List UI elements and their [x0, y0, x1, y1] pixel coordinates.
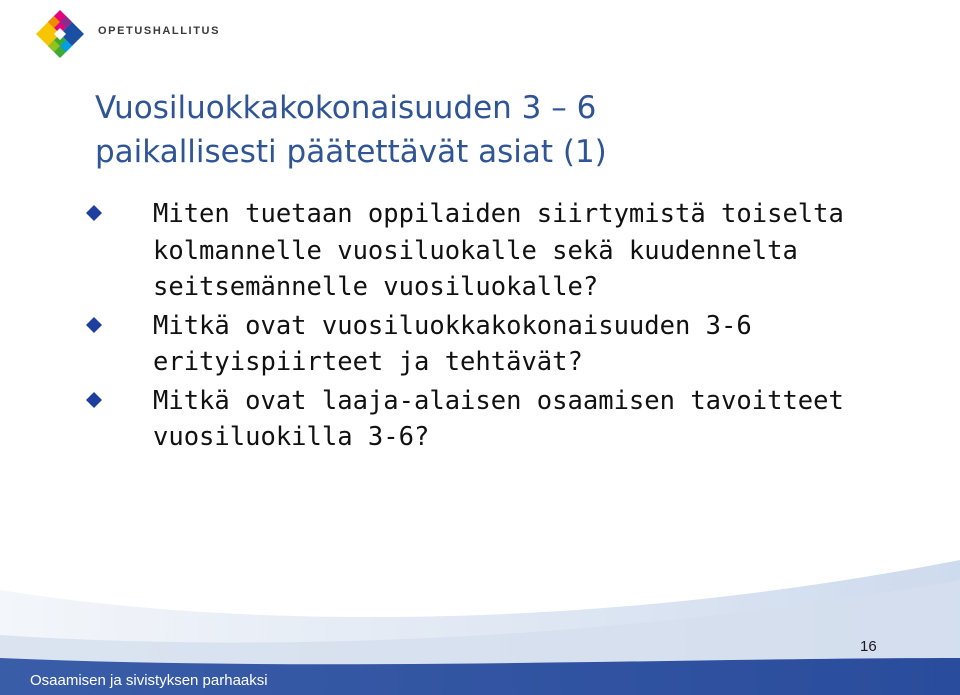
bullet-text-line: Mitkä ovat laaja-alaisen osaamisen tavoitteet — [153, 385, 844, 416]
slide-title — [95, 86, 607, 174]
bullet-text-line: Miten tuetaan oppilaiden siirtymistä toiselta — [153, 199, 844, 229]
bullet-text-line: kolmannelle vuosiluokalle sekä kuudennelta — [153, 235, 798, 266]
diamond-bullet-icon — [86, 205, 102, 221]
footer-slogan: Osaamisen ja sivistyksen parhaaksi — [30, 672, 268, 689]
bullet-text-line: vuosiluokilla 3-6? — [153, 422, 430, 452]
bullet-item — [86, 383, 946, 456]
slide-title-line: Vuosiluokkakokonaisuuden 3 – 6 — [95, 90, 597, 126]
bullet-text-line: Mitkä ovat vuosiluokkakokonaisuuden 3-6 — [153, 310, 752, 341]
opetushallitus-logo-icon — [34, 8, 86, 60]
bullet-text-line: erityispiirteet ja tehtävät? — [153, 347, 583, 377]
bullet-item — [86, 196, 946, 306]
bullet-item — [86, 308, 946, 381]
bullet-text-line: seitsemännelle vuosiluokalle? — [153, 272, 599, 302]
bullet-list — [86, 196, 946, 458]
slide-title-line: paikallisesti päätettävät asiat (1) — [95, 134, 607, 170]
page-number: 16 — [860, 638, 877, 655]
diamond-bullet-icon — [86, 317, 102, 333]
organization-name: OPETUSHALLITUS — [98, 25, 221, 37]
diamond-bullet-icon — [86, 392, 102, 408]
